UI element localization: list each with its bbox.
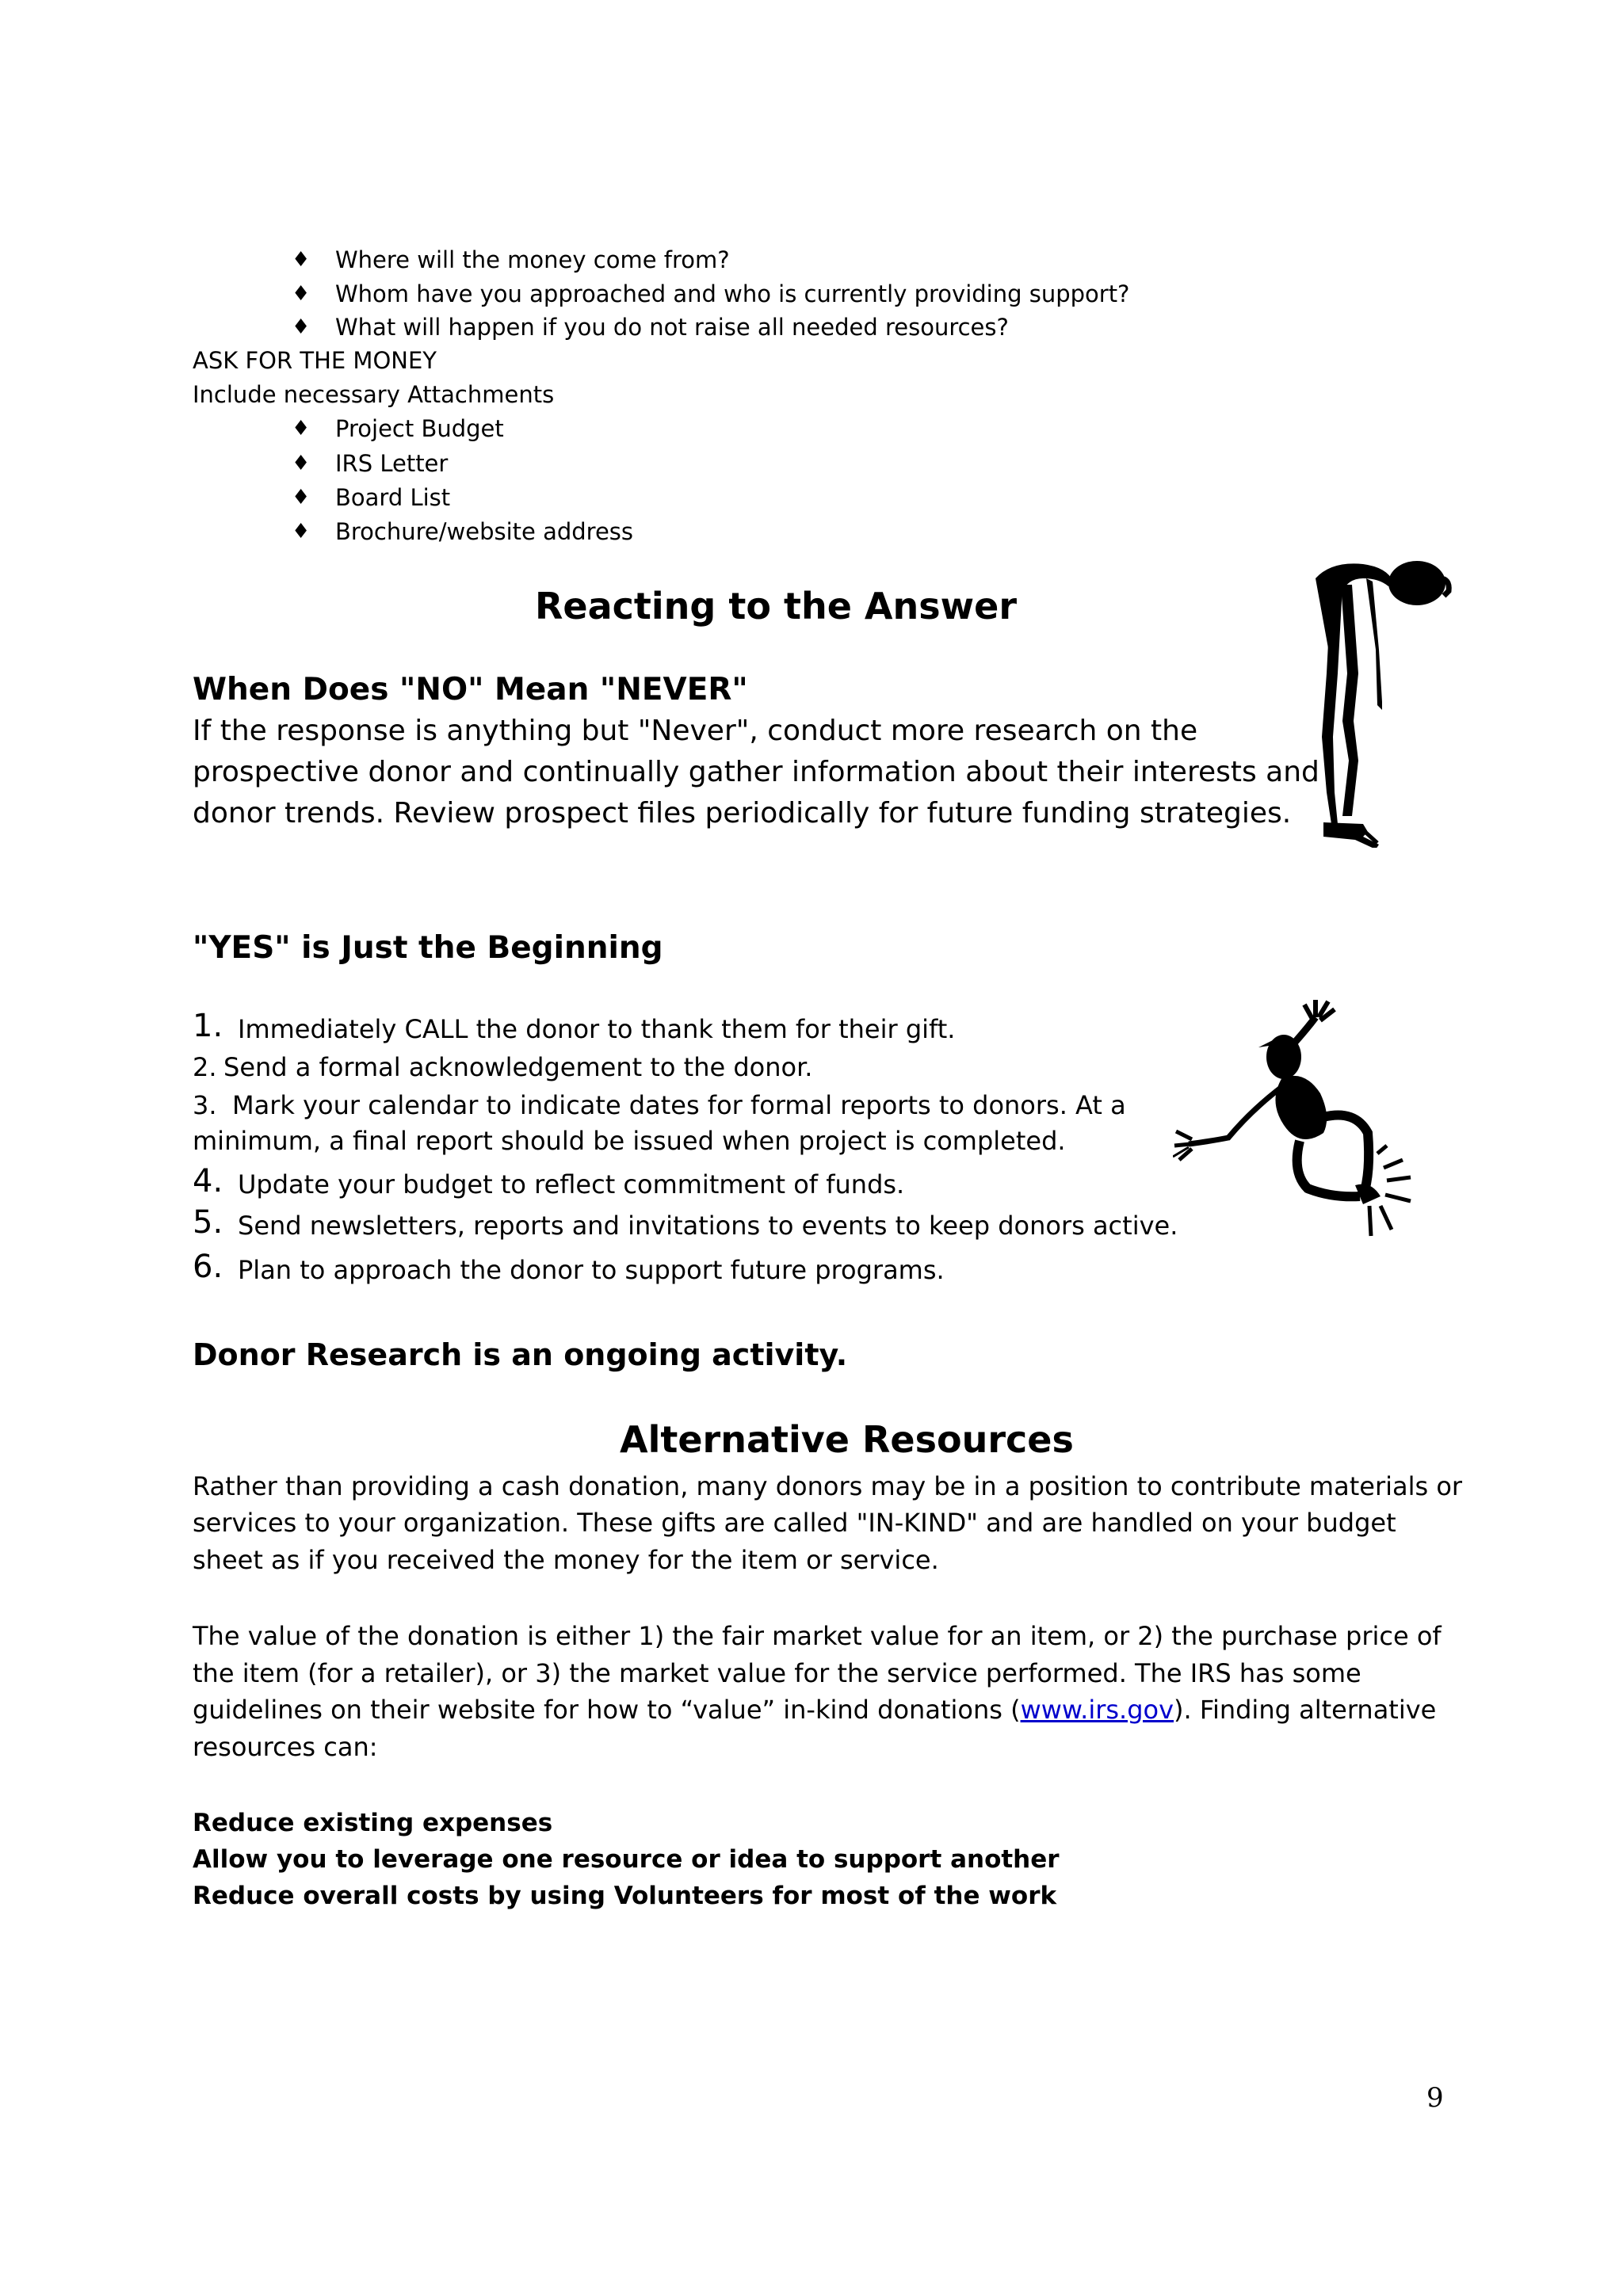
paragraph-line: resources can:: [193, 1732, 378, 1762]
paragraph-line: If the response is anything but "Never", conduct more research on the: [193, 715, 1198, 747]
step-number: 5.: [193, 1204, 223, 1241]
paragraph-line: prospective donor and continually gather information about their interests and: [193, 756, 1319, 788]
irs-website-link[interactable]: www.irs.gov: [1020, 1695, 1174, 1725]
paragraph-line: The value of the donation is either 1) the fair market value for an item, or 2) the purchase price of: [193, 1621, 1442, 1651]
bullet-icon: ♦: [292, 248, 311, 272]
paragraph-line: the item (for a retailer), or 3) the market value for the service performed. The IRS has some: [193, 1658, 1361, 1688]
list-item: Brochure/website address: [335, 518, 634, 545]
ask-line: ASK FOR THE MONEY: [193, 347, 437, 374]
section-title-reacting: Reacting to the Answer: [535, 585, 1018, 627]
benefit-item: Reduce existing expenses: [193, 1809, 553, 1837]
step-text: Immediately CALL the donor to thank them for their gift.: [238, 1014, 956, 1044]
subheading-yes-beginning: "YES" is Just the Beginning: [193, 930, 663, 966]
bullet-icon: ♦: [292, 315, 311, 339]
paragraph-text: guidelines on their website for how to “value” in-kind donations (: [193, 1695, 1021, 1725]
step-text: Send a formal acknowledgement to the donor.: [223, 1052, 813, 1082]
paragraph-line: sheet as if you received the money for the item or service.: [193, 1545, 939, 1575]
paragraph-line-with-link: [193, 1695, 1436, 1725]
step-number: 3.: [193, 1090, 217, 1120]
cheering-figure-illustration: [1173, 998, 1442, 1260]
list-item: IRS Letter: [335, 450, 449, 477]
step-number: 4.: [193, 1163, 223, 1199]
benefit-item: Allow you to leverage one resource or idea to support another: [193, 1845, 1060, 1874]
paragraph-line: donor trends. Review prospect files periodically for future funding strategies.: [193, 797, 1292, 830]
attachments-line: Include necessary Attachments: [193, 381, 555, 408]
step-number: 2.: [193, 1052, 217, 1082]
list-item: Board List: [335, 484, 451, 511]
bullet-icon: ♦: [292, 452, 311, 475]
benefit-item: Reduce overall costs by using Volunteers for most of the work: [193, 1882, 1057, 1910]
list-item: Where will the money come from?: [335, 246, 730, 273]
list-item: Project Budget: [335, 415, 504, 442]
bullet-icon: ♦: [292, 417, 311, 441]
page-number: 9: [1426, 2082, 1444, 2114]
bullet-icon: ♦: [292, 486, 311, 509]
list-item: Whom have you approached and who is currently providing support?: [335, 280, 1130, 307]
step-text: Update your budget to reflect commitment of funds.: [238, 1169, 905, 1199]
step-text: Plan to approach the donor to support future programs.: [238, 1255, 945, 1285]
step-number: 6.: [193, 1249, 223, 1285]
bullet-icon: ♦: [292, 520, 311, 543]
paragraph-text: ). Finding alternative: [1174, 1695, 1437, 1725]
step-number: 1.: [193, 1008, 223, 1044]
list-item: What will happen if you do not raise all needed resources?: [335, 314, 1009, 341]
step-text-continued: minimum, a final report should be issued when project is completed.: [193, 1126, 1066, 1156]
paragraph-line: Rather than providing a cash donation, many donors may be in a position to contribute materials or: [193, 1471, 1463, 1501]
bullet-icon: ♦: [292, 282, 311, 306]
closing-statement: Donor Research is an ongoing activity.: [193, 1337, 848, 1372]
bowing-figure-illustration: [1300, 555, 1458, 848]
step-text: Mark your calendar to indicate dates for formal reports to donors. At a: [232, 1090, 1126, 1120]
subheading-no-never: When Does "NO" Mean "NEVER": [193, 672, 748, 707]
step-text: Send newsletters, reports and invitations to events to keep donors active.: [238, 1211, 1178, 1241]
paragraph-line: services to your organization. These gifts are called "IN-KIND" and are handled on your budget: [193, 1508, 1396, 1538]
section-title-alternative: Alternative Resources: [620, 1418, 1074, 1461]
